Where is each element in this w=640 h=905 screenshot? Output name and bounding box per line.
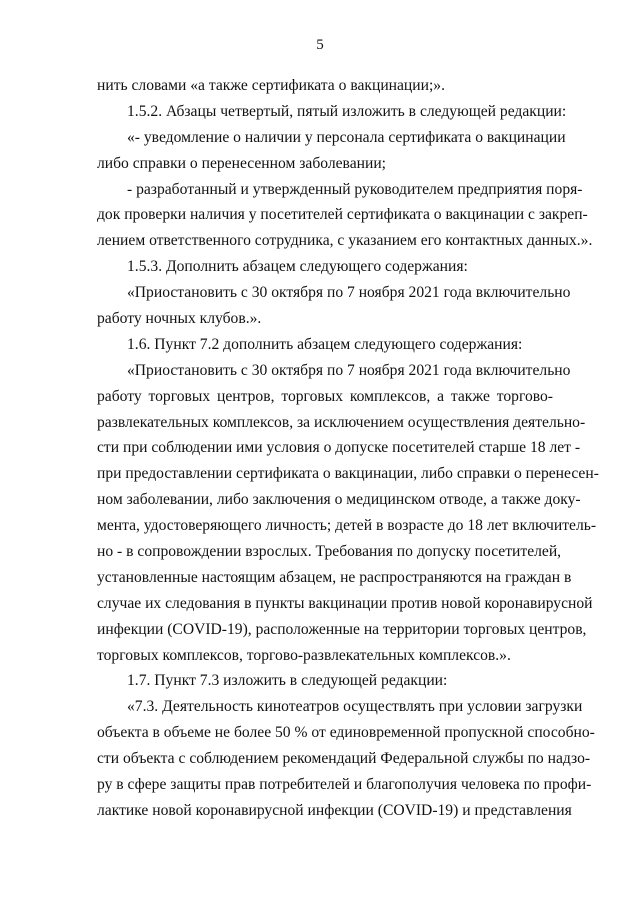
document-body: [97, 73, 599, 824]
text-line: 1.6. Пункт 7.2 дополнить абзацем следующего содержания:: [127, 335, 523, 353]
text-line: инфекции (COVID-19), расположенные на территории торговых центров,: [97, 620, 587, 638]
text-line: лением ответственного сотрудника, с указанием его контактных данных.».: [97, 232, 593, 250]
text-line: 1.5.2. Абзацы четвертый, пятый изложить в следующей редакции:: [127, 102, 567, 120]
text-line: лактике новой коронавирусной инфекции (COVID-19) и представления: [97, 801, 572, 819]
text-line: «7.3. Деятельность кинотеатров осуществлять при условии загрузки: [127, 698, 583, 716]
text-line: нить словами «а также сертификата о вакцинации;».: [97, 77, 445, 94]
text-line: 1.7. Пункт 7.3 изложить в следующей редакции:: [127, 672, 448, 690]
text-line: мента, удостоверяющего личность; детей в возрасте до 18 лет включитель-: [97, 517, 597, 535]
text-line: ном заболевании, либо заключения о медицинском отводе, а также доку-: [97, 491, 581, 509]
text-line: но - в сопровождении взрослых. Требования по допуску посетителей,: [97, 543, 562, 561]
text-line: работу ночных клубов.».: [97, 310, 262, 328]
text-line: «Приостановить с 30 октября по 7 ноября 2021 года включительно: [127, 361, 571, 379]
text-line: торговых комплексов, торгово-развлекательных комплексов.».: [97, 646, 511, 664]
text-line: развлекательных комплексов, за исключением осуществления деятельно-: [97, 413, 586, 431]
text-line: ру в сфере защиты прав потребителей и благополучия человека по профи-: [97, 776, 592, 794]
text-line: «Приостановить с 30 октября по 7 ноября 2021 года включительно: [127, 284, 571, 302]
text-line: случае их следования в пункты вакцинации против новой коронавирусной: [97, 594, 593, 612]
text-line: 1.5.3. Дополнить абзацем следующего содержания:: [127, 258, 468, 276]
text-line: сти при соблюдении ими условия о допуске посетителей старше 18 лет -: [97, 439, 581, 457]
text-line: установленные настоящим абзацем, не распространяются на граждан в: [97, 568, 572, 586]
text-line: либо справки о перенесенном заболевании;: [97, 154, 387, 172]
text-line: док проверки наличия у посетителей сертификата о вакцинации с закреп-: [97, 206, 588, 224]
text-line: работу торговых центров, торговых комплексов, а также торгово-: [97, 387, 553, 405]
text-line: сти объекта с соблюдением рекомендаций Федеральной службы по надзо-: [97, 750, 591, 768]
text-line: объекта в объеме не более 50 % от единовременной пропускной способно-: [97, 724, 595, 742]
page-number: 5: [316, 37, 324, 53]
text-line: при предоставлении сертификата о вакцинации, либо справки о перенесен-: [97, 465, 599, 483]
text-line: - разработанный и утвержденный руководителем предприятия поря-: [127, 180, 583, 198]
text-line: «- уведомление о наличии у персонала сертификата о вакцинации: [127, 128, 566, 146]
